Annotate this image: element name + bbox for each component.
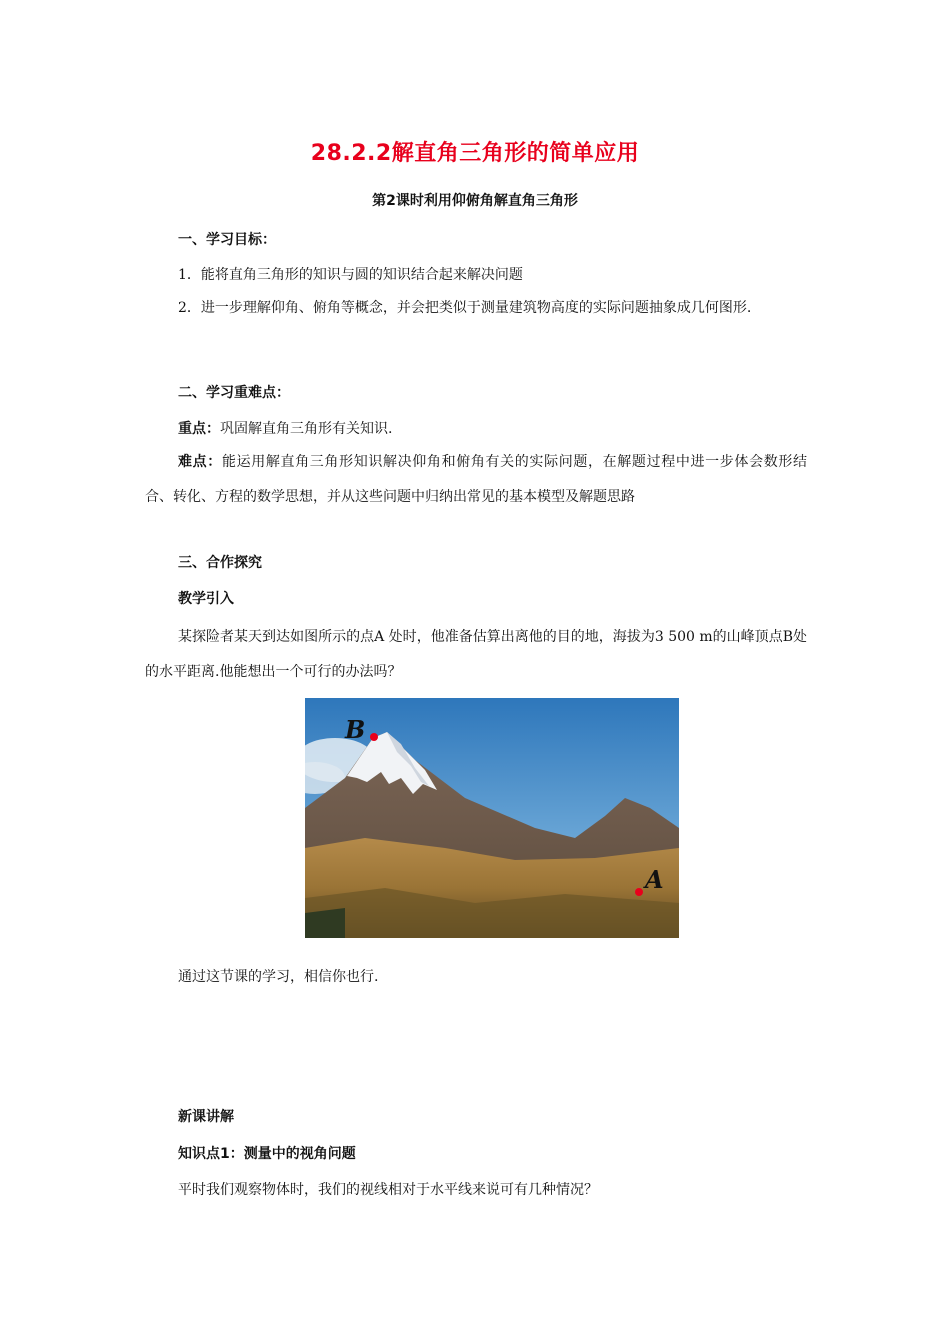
- encouragement-text: 通过这节课的学习，相信你也行.: [178, 969, 379, 985]
- objective-item-1: 1．能将直角三角形的知识与圆的知识结合起来解决问题: [178, 267, 523, 283]
- observation-question: 平时我们观察物体时，我们的视线相对于水平线来说可有几种情况？: [178, 1182, 598, 1198]
- section-heading-key-points: 二、学习重难点：: [178, 385, 290, 401]
- difficulty-point: [145, 445, 807, 515]
- knowledge-point-1-heading: 知识点1：测量中的视角问题: [178, 1146, 356, 1162]
- key-point: [178, 418, 392, 438]
- mountain-photo: [305, 698, 679, 938]
- new-lesson-heading: 新课讲解: [178, 1109, 234, 1125]
- intro-heading: 教学引入: [178, 591, 234, 607]
- point-a-marker: [635, 888, 643, 896]
- section-heading-cooperative: 三、合作探究: [178, 555, 262, 571]
- difficulty-label: 难点：: [178, 454, 222, 470]
- point-b-marker: [370, 733, 378, 741]
- key-point-text: 巩固解直角三角形有关知识.: [220, 421, 393, 437]
- section-heading-objectives: 一、学习目标：: [178, 232, 276, 248]
- point-b-label: B: [345, 715, 366, 744]
- intro-text: 某探险者某天到达如图所示的点A 处时，他准备估算出离他的目的地，海拔为3 500 m的山峰顶点B处的水平距离.他能想出一个可行的办法吗？: [145, 629, 807, 680]
- page-subtitle: 第2课时利用仰俯角解直角三角形: [372, 193, 578, 209]
- point-a-label: A: [645, 865, 664, 894]
- objective-item-2: 2．进一步理解仰角、俯角等概念，并会把类似于测量建筑物高度的实际问题抽象成几何图形.: [178, 300, 752, 316]
- difficulty-text: 能运用解直角三角形知识解决仰角和俯角有关的实际问题，在解题过程中进一步体会数形结合、转化、方程的数学思想，并从这些问题中归纳出常见的基本模型及解题思路: [145, 454, 808, 505]
- page-title: 28.2.2解直角三角形的简单应用: [310, 141, 640, 166]
- key-point-label: 重点：: [178, 421, 220, 437]
